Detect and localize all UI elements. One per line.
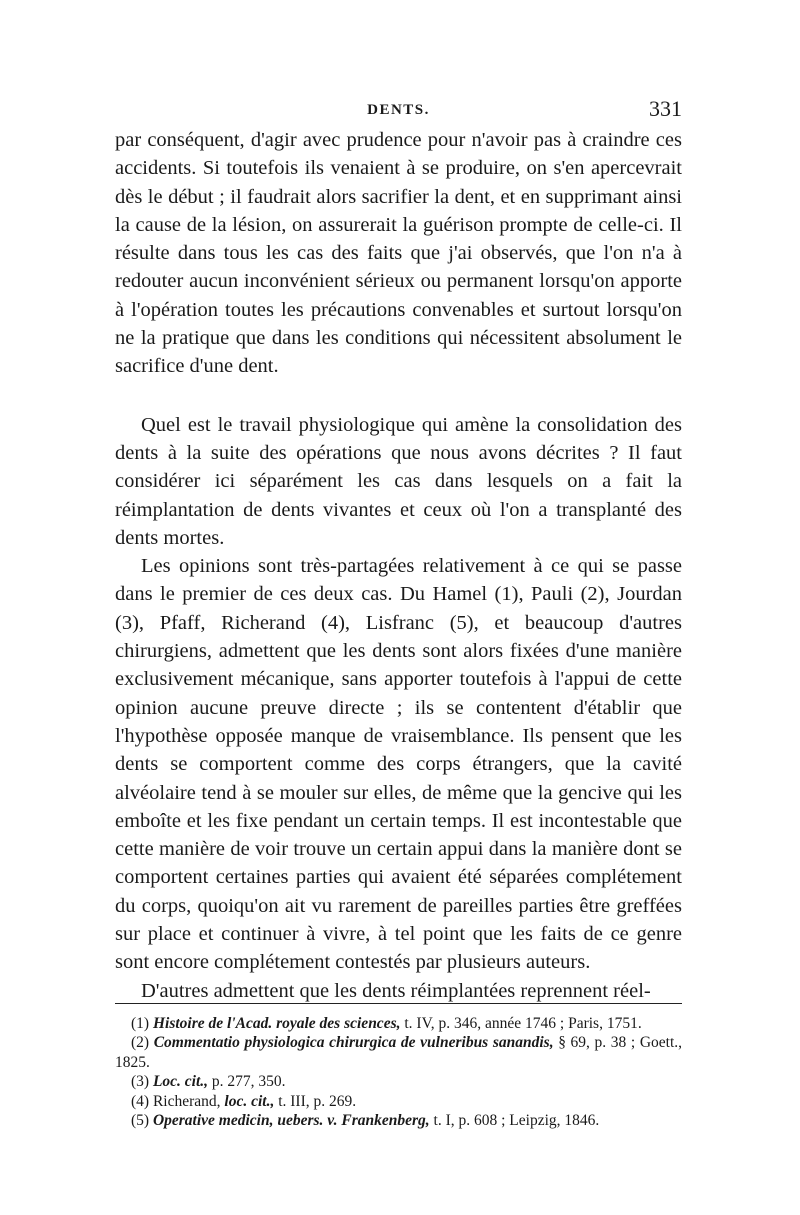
footnote-title: Operative medicin, uebers. v. Frankenberg, <box>152 1112 430 1130</box>
footnote-reference: p. 277, 350. <box>208 1073 286 1091</box>
footnote-number: (3) <box>131 1073 150 1091</box>
footnote-number: (1) <box>131 1015 150 1032</box>
footnote-number: (4) <box>131 1092 150 1110</box>
footnote-reference: t. I, p. 608 ; Leipzig, 1846. <box>429 1112 600 1130</box>
footnote-reference: t. IV, p. 346, année 1746 ; Paris, 1751. <box>400 1015 642 1032</box>
footnote <box>115 1033 682 1072</box>
paragraph: Les opinions sont très-partagées relativement à ce qui se passe dans le premier de ces deux cas. Du Hamel (1), Pauli (2), Jourdan (3), Pfaff, Richerand (4), Lisfranc (5), et beaucoup d'autres chirurgiens, admettent que les dents sont alors fixées d'une manière exclusivement mécanique, sans apporter toutefois à l'appui de cette opinion aucune preuve directe ; ils se contentent d'établir que l'hypothèse opposée manque de vraisemblance. Ils pensent que les dents se comportent comme des corps étrangers, que la cavité alvéolaire tend à se mouler sur elles, de même que la gencive qui les emboîte et les fixe pendant un certain temps. Il est incontestable que cette manière de voir trouve un certain appui dans la manière dont se comportent certaines parties qui avaient été séparées complétement du corps, quoiqu'on ait vu rarement de pareilles parties être greffées sur place et continuer à vivre, à tel point que les faits de ce genre sont encore complétement contestés par plusieurs auteurs. <box>115 555 682 974</box>
footnote-title: Histoire de l'Acad. royale des sciences, <box>152 1015 401 1032</box>
footnote-title: Loc. cit., <box>152 1073 209 1091</box>
footnote-reference: § 69, p. 38 ; Goett., 1825. <box>115 1034 683 1071</box>
running-head: DENTS. <box>367 102 430 118</box>
footnote-separator <box>115 1003 682 1004</box>
footnotes <box>115 1014 682 1130</box>
body-text <box>115 126 682 1005</box>
page-header <box>115 96 682 126</box>
footnote-number: (5) <box>131 1112 150 1130</box>
page-number: 331 <box>649 96 682 121</box>
footnote <box>115 1072 682 1091</box>
paragraph: par conséquent, d'agir avec prudence pour n'avoir pas à craindre ces accidents. Si toutefois ils venaient à se produire, on s'en apercevrait dès le début ; il faudrait alors sacrifier la dent, et en supprimant ainsi la cause de la lésion, on assurerait la guérison prompte de celle-ci. Il résulte dans tous les cas des faits que j'ai observés, que l'on n'a à redouter aucun inconvénient sérieux ou permanent lorsqu'on apporte à l'opération toutes les précautions convenables et surtout lorsqu'on ne la pratique que dans les conditions qui nécessitent absolument le sacrifice d'une dent. <box>115 129 682 378</box>
paragraph: D'autres admettent que les dents réimplantées reprennent réel- <box>141 979 651 1002</box>
footnote-title: loc. cit., <box>224 1092 275 1110</box>
footnote-number: (2) <box>131 1034 150 1052</box>
footnote <box>115 1111 682 1130</box>
footnote-author: Richerand, <box>152 1092 225 1110</box>
footnote <box>115 1092 682 1111</box>
footnote-title: Commentatio physiologica chirurgica de vulneribus sanandis, <box>153 1034 554 1052</box>
footnote-reference: t. III, p. 269. <box>274 1092 357 1110</box>
footnote <box>115 1014 682 1033</box>
paragraph: Quel est le travail physiologique qui amène la consolidation des dents à la suite des opérations que nous avons décrites ? Il faut considérer ici séparément les cas dans lesquels on a fait la réimplantation de dents vivantes et ceux où l'on a transplanté des dents mortes. <box>115 413 682 549</box>
